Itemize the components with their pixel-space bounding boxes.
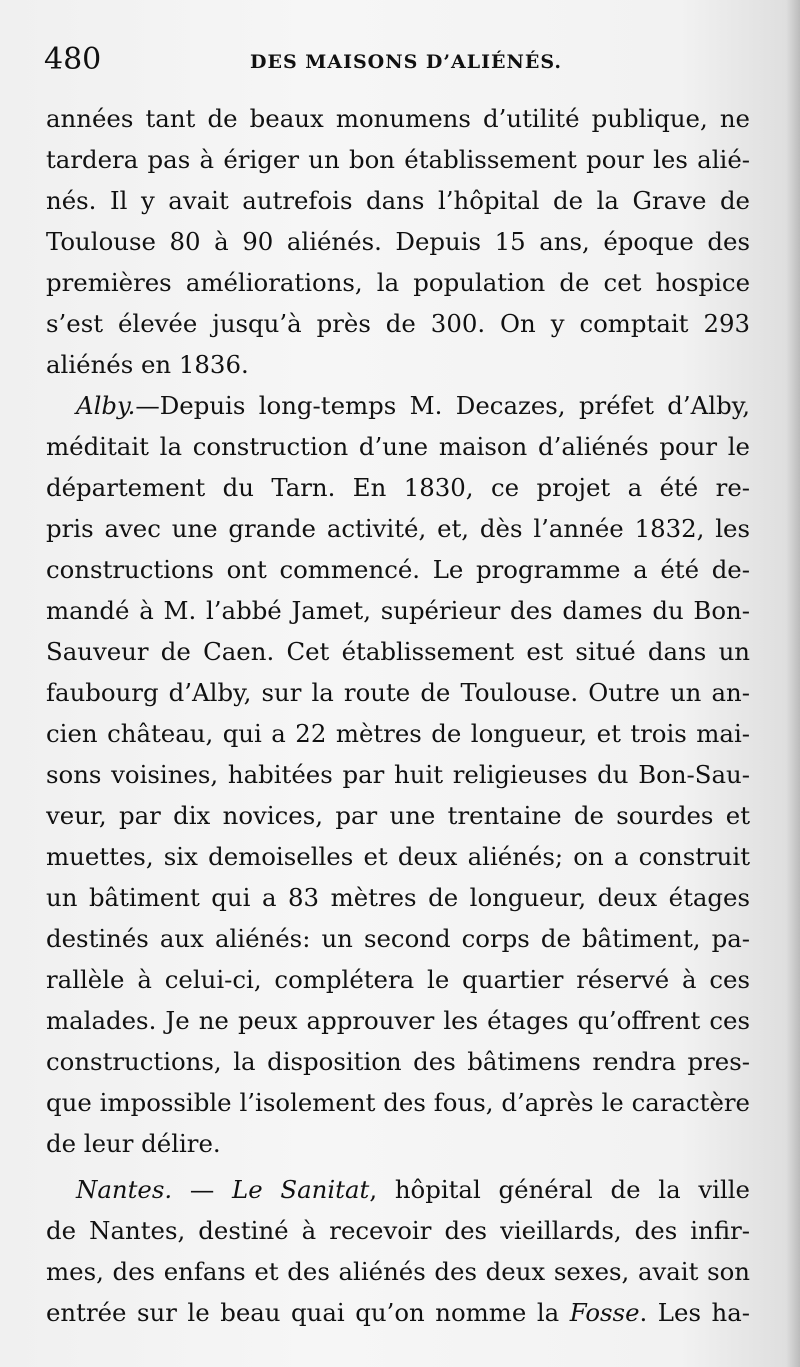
text-line: mes, des enfans et des aliénés des deux sexes, avait son (46, 1257, 750, 1286)
text-line: cien château, qui a 22 mètres de longueur, et trois mai- (46, 719, 750, 748)
text-line: un bâtiment qui a 83 mètres de longueur, deux étages (46, 883, 750, 912)
text-line: Sauveur de Caen. Cet établissement est situé dans un (46, 637, 750, 666)
text-line: nés. Il y avait autrefois dans l’hôpital de la Grave de (46, 186, 750, 215)
text-line: veur, par dix novices, par une trentaine de sourdes et (46, 801, 750, 830)
text-run: —Depuis long-temps M. Decazes, préfet d’Alby, (135, 391, 750, 420)
text-line: pris avec une grande activité, et, dès l’année 1832, les (46, 514, 750, 543)
text-line (46, 1292, 750, 1333)
text-line: s’est élevée jusqu’à près de 300. On y comptait 293 (46, 309, 750, 338)
text-line: de Nantes, destiné à recevoir des vieillards, des infir- (46, 1216, 750, 1245)
paragraph-alby (46, 385, 750, 1164)
text-line: mandé à M. l’abbé Jamet, supérieur des dames du Bon- (46, 596, 750, 625)
page-header (44, 42, 750, 82)
text-line: Toulouse 80 à 90 aliénés. Depuis 15 ans, époque des (46, 227, 750, 256)
place-name-nantes: Nantes. (76, 1175, 173, 1204)
text-line: premières améliorations, la population de cet hospice (46, 268, 750, 297)
paragraph-nantes (46, 1169, 750, 1333)
text-line: muettes, six demoiselles et deux aliénés; on a construit (46, 842, 750, 871)
text-line: destinés aux aliénés: un second corps de bâtiment, pa- (46, 924, 750, 953)
paragraph-grave-toulouse (46, 98, 750, 385)
page-number: 480 (44, 42, 102, 77)
body-text (46, 98, 750, 1333)
text-line: faubourg d’Alby, sur la route de Toulouse. Outre un an- (46, 678, 750, 707)
text-line: aliénés en 1836. (46, 350, 249, 379)
text-line (46, 1169, 750, 1210)
text-line: méditait la construction d’une maison d’aliénés pour le (46, 432, 750, 461)
emphasis-fosse: Fosse (569, 1298, 640, 1327)
text-line: que impossible l’isolement des fous, d’après le caractère (46, 1088, 750, 1117)
text-line: de leur délire. (46, 1129, 221, 1158)
text-line: constructions, la disposition des bâtimens rendra pres- (46, 1047, 750, 1076)
text-line: années tant de beaux monumens d’utilité publique, ne (46, 104, 750, 133)
text-line: tardera pas à ériger un bon établissement pour les alié- (46, 145, 750, 174)
page-edge-shadow (786, 0, 800, 1367)
text-line: malades. Je ne peux approuver les étages qu’offrent ces (46, 1006, 750, 1035)
running-title: DES MAISONS D’ALIÉNÉS. (250, 51, 563, 73)
text-line: département du Tarn. En 1830, ce projet a été re- (46, 473, 750, 502)
text-run: — (172, 1175, 233, 1204)
text-line: rallèle à celui-ci, complétera le quartier réservé à ces (46, 965, 750, 994)
text-line (46, 385, 750, 426)
place-name-alby: Alby. (76, 391, 136, 420)
text-run: . Les ha- (639, 1298, 750, 1327)
text-line: sons voisines, habitées par huit religieuses du Bon-Sau- (46, 760, 750, 789)
emphasis-le-sanitat: Le Sanitat (232, 1175, 370, 1204)
text-line: constructions ont commencé. Le programme a été de- (46, 555, 750, 584)
text-run: entrée sur le beau quai qu’on nomme la (46, 1298, 570, 1327)
text-run: , hôpital général de la ville (369, 1175, 750, 1204)
